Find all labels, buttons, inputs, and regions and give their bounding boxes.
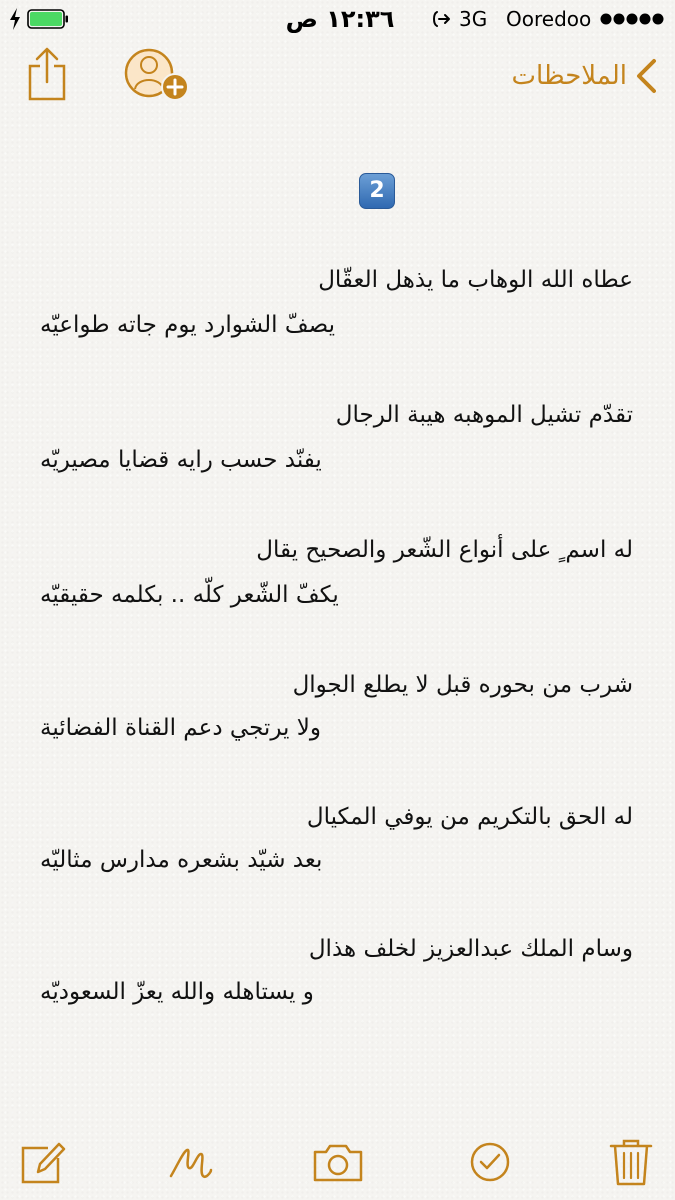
network-type: 3G xyxy=(459,7,488,31)
add-person-icon[interactable] xyxy=(123,45,193,105)
note-line[interactable]: يصفّ الشوارد يوم جاته طواعيّه xyxy=(40,312,335,338)
note-line[interactable]: وسام الملك عبدالعزيز لخلف هذال xyxy=(308,936,633,962)
share-icon[interactable] xyxy=(24,46,70,102)
bottom-toolbar xyxy=(0,1120,675,1200)
note-line[interactable]: عطاه الله الوهاب ما يذهل العقّال xyxy=(318,267,633,293)
charging-bolt-icon xyxy=(8,7,22,31)
call-forward-icon xyxy=(430,9,452,29)
navigation-bar xyxy=(0,40,675,120)
chevron-left-icon xyxy=(635,58,657,94)
note-line[interactable]: ولا يرتجي دعم القناة الفضائية xyxy=(40,715,321,741)
battery-icon xyxy=(27,9,69,29)
note-line[interactable]: يكفّ الشّعر كلّه .. بكلمه حقيقيّه xyxy=(40,582,339,608)
note-line[interactable]: و يستاهله والله يعزّ السعوديّه xyxy=(40,979,314,1005)
back-to-notes-button[interactable] xyxy=(512,54,658,98)
compose-icon[interactable] xyxy=(18,1136,70,1188)
note-line[interactable]: شرب من بحوره قبل لا يطلع الجوال xyxy=(292,672,633,698)
keycap-number-emoji: 2 xyxy=(359,173,395,209)
carrier-name: Ooredoo xyxy=(506,7,592,31)
status-time: ١٢:٣٦ ص xyxy=(285,5,395,33)
back-button-label: الملاحظات xyxy=(511,61,627,91)
note-line[interactable]: يفنّد حسب رايه قضايا مصيريّه xyxy=(40,447,322,473)
checklist-icon[interactable] xyxy=(464,1136,516,1188)
signal-strength-icon xyxy=(600,12,668,26)
note-line[interactable]: له اسم ٍ على أنواع الشّعر والصحيح يقال xyxy=(256,537,633,563)
note-line[interactable]: بعد شيّد بشعره مدارس مثاليّه xyxy=(40,847,323,873)
note-line[interactable]: تقدّم تشيل الموهبه هيبة الرجال xyxy=(335,402,633,428)
trash-icon[interactable] xyxy=(605,1136,657,1188)
camera-icon[interactable] xyxy=(312,1136,364,1188)
note-line[interactable]: له الحق بالتكريم من يوفي المكيال xyxy=(306,804,633,830)
sketch-icon[interactable] xyxy=(165,1136,217,1188)
status-bar xyxy=(0,0,675,40)
